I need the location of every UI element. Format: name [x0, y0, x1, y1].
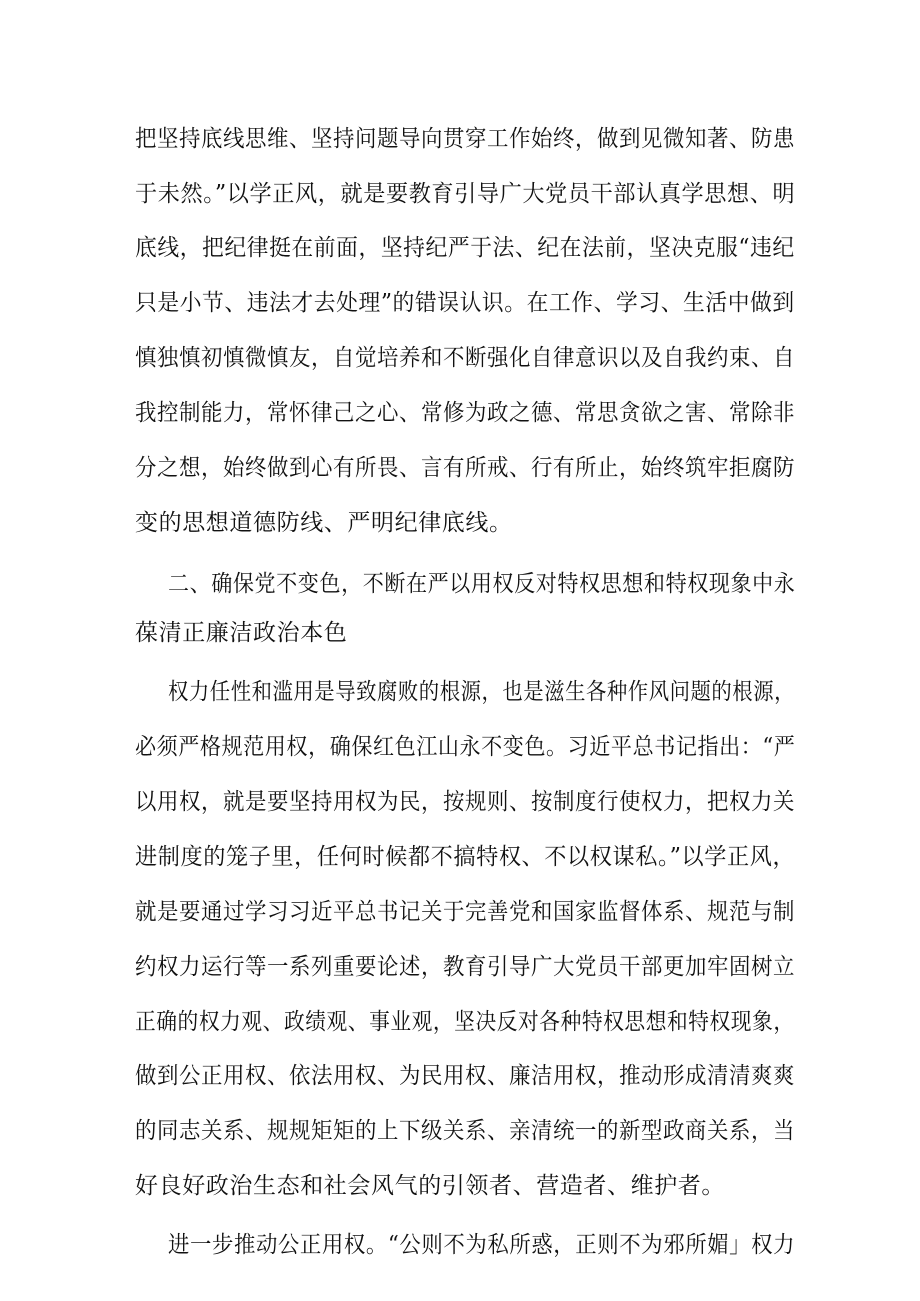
paragraph-2-line-4: 进制度的笼子里，任何时候都不搞特权、不以权谋私。”以学正风，: [135, 844, 796, 870]
paragraph-3-line-1: 进一步推动公正用权。“公则不为私所惑，正则不为邪所媚」权力: [168, 1232, 796, 1258]
paragraph-2-line-10: 好良好政治生态和社会风气的引领者、营造者、维护者。: [135, 1173, 725, 1199]
paragraph-2-line-7: 正确的权力观、政绩观、事业观，坚决反对各种特权思想和特权现象，: [135, 1009, 795, 1035]
paragraph-2-line-6: 约权力运行等一系列重要论述，教育引导广大党员干部更加牢固树立: [135, 954, 795, 980]
paragraph-2-line-8: 做到公正用权、依法用权、为民用权、廉洁用权，推动形成清清爽爽: [135, 1063, 795, 1089]
paragraph-1-line-1: 把坚持底线思维、坚持问题导向贯穿工作始终，做到见微知著、防患: [135, 126, 795, 152]
paragraph-2-line-9: 的同志关系、规规矩矩的上下级关系、亲清统一的新型政商关系，当: [135, 1118, 795, 1144]
paragraph-1-line-7: 分之想，始终做到心有所畏、言有所戒、行有所止，始终筑牢拒腐防: [135, 455, 795, 481]
paragraph-1-line-8: 变的思想道德防线、严明纪律底线。: [135, 510, 513, 536]
paragraph-2-line-3: 以用权，就是要坚持用权为民，按规则、按制度行使权力，把权力关: [135, 789, 795, 815]
paragraph-2-line-5: 就是要通过学习习近平总书记关于完善党和国家监督体系、规范与制: [135, 899, 795, 925]
paragraph-1-line-2: 于未然。”以学正风，就是要教育引导广大党员干部认真学思想、明: [135, 181, 796, 207]
paragraph-1-line-6: 我控制能力，常怀律己之心、常修为政之德、常思贪欲之害、常除非: [135, 400, 795, 426]
paragraph-1-line-4: 只是小节、违法才去处理”的错误认识。在工作、学习、生活中做到: [135, 290, 795, 316]
paragraph-2-line-1: 权力任性和滥用是导致腐败的根源，也是滋生各种作风问题的根源，: [168, 679, 795, 705]
paragraph-1-line-5: 慎独慎初慎微慎友，自觉培养和不断强化自律意识以及自我约束、自: [135, 345, 795, 371]
paragraph-2-line-2: 必须严格规范用权，确保红色江山永不变色。习近平总书记指出：“严: [135, 734, 796, 760]
section-heading-line-1: 二、确保党不变色，不断在严以用权反对特权思想和特权现象中永: [168, 571, 796, 597]
section-heading-line-2: 葆清正廉洁政治本色: [135, 620, 348, 646]
paragraph-1-line-3: 底线，把纪律挺在前面，坚持纪严于法、纪在法前，坚决克服“违纪: [135, 235, 795, 261]
